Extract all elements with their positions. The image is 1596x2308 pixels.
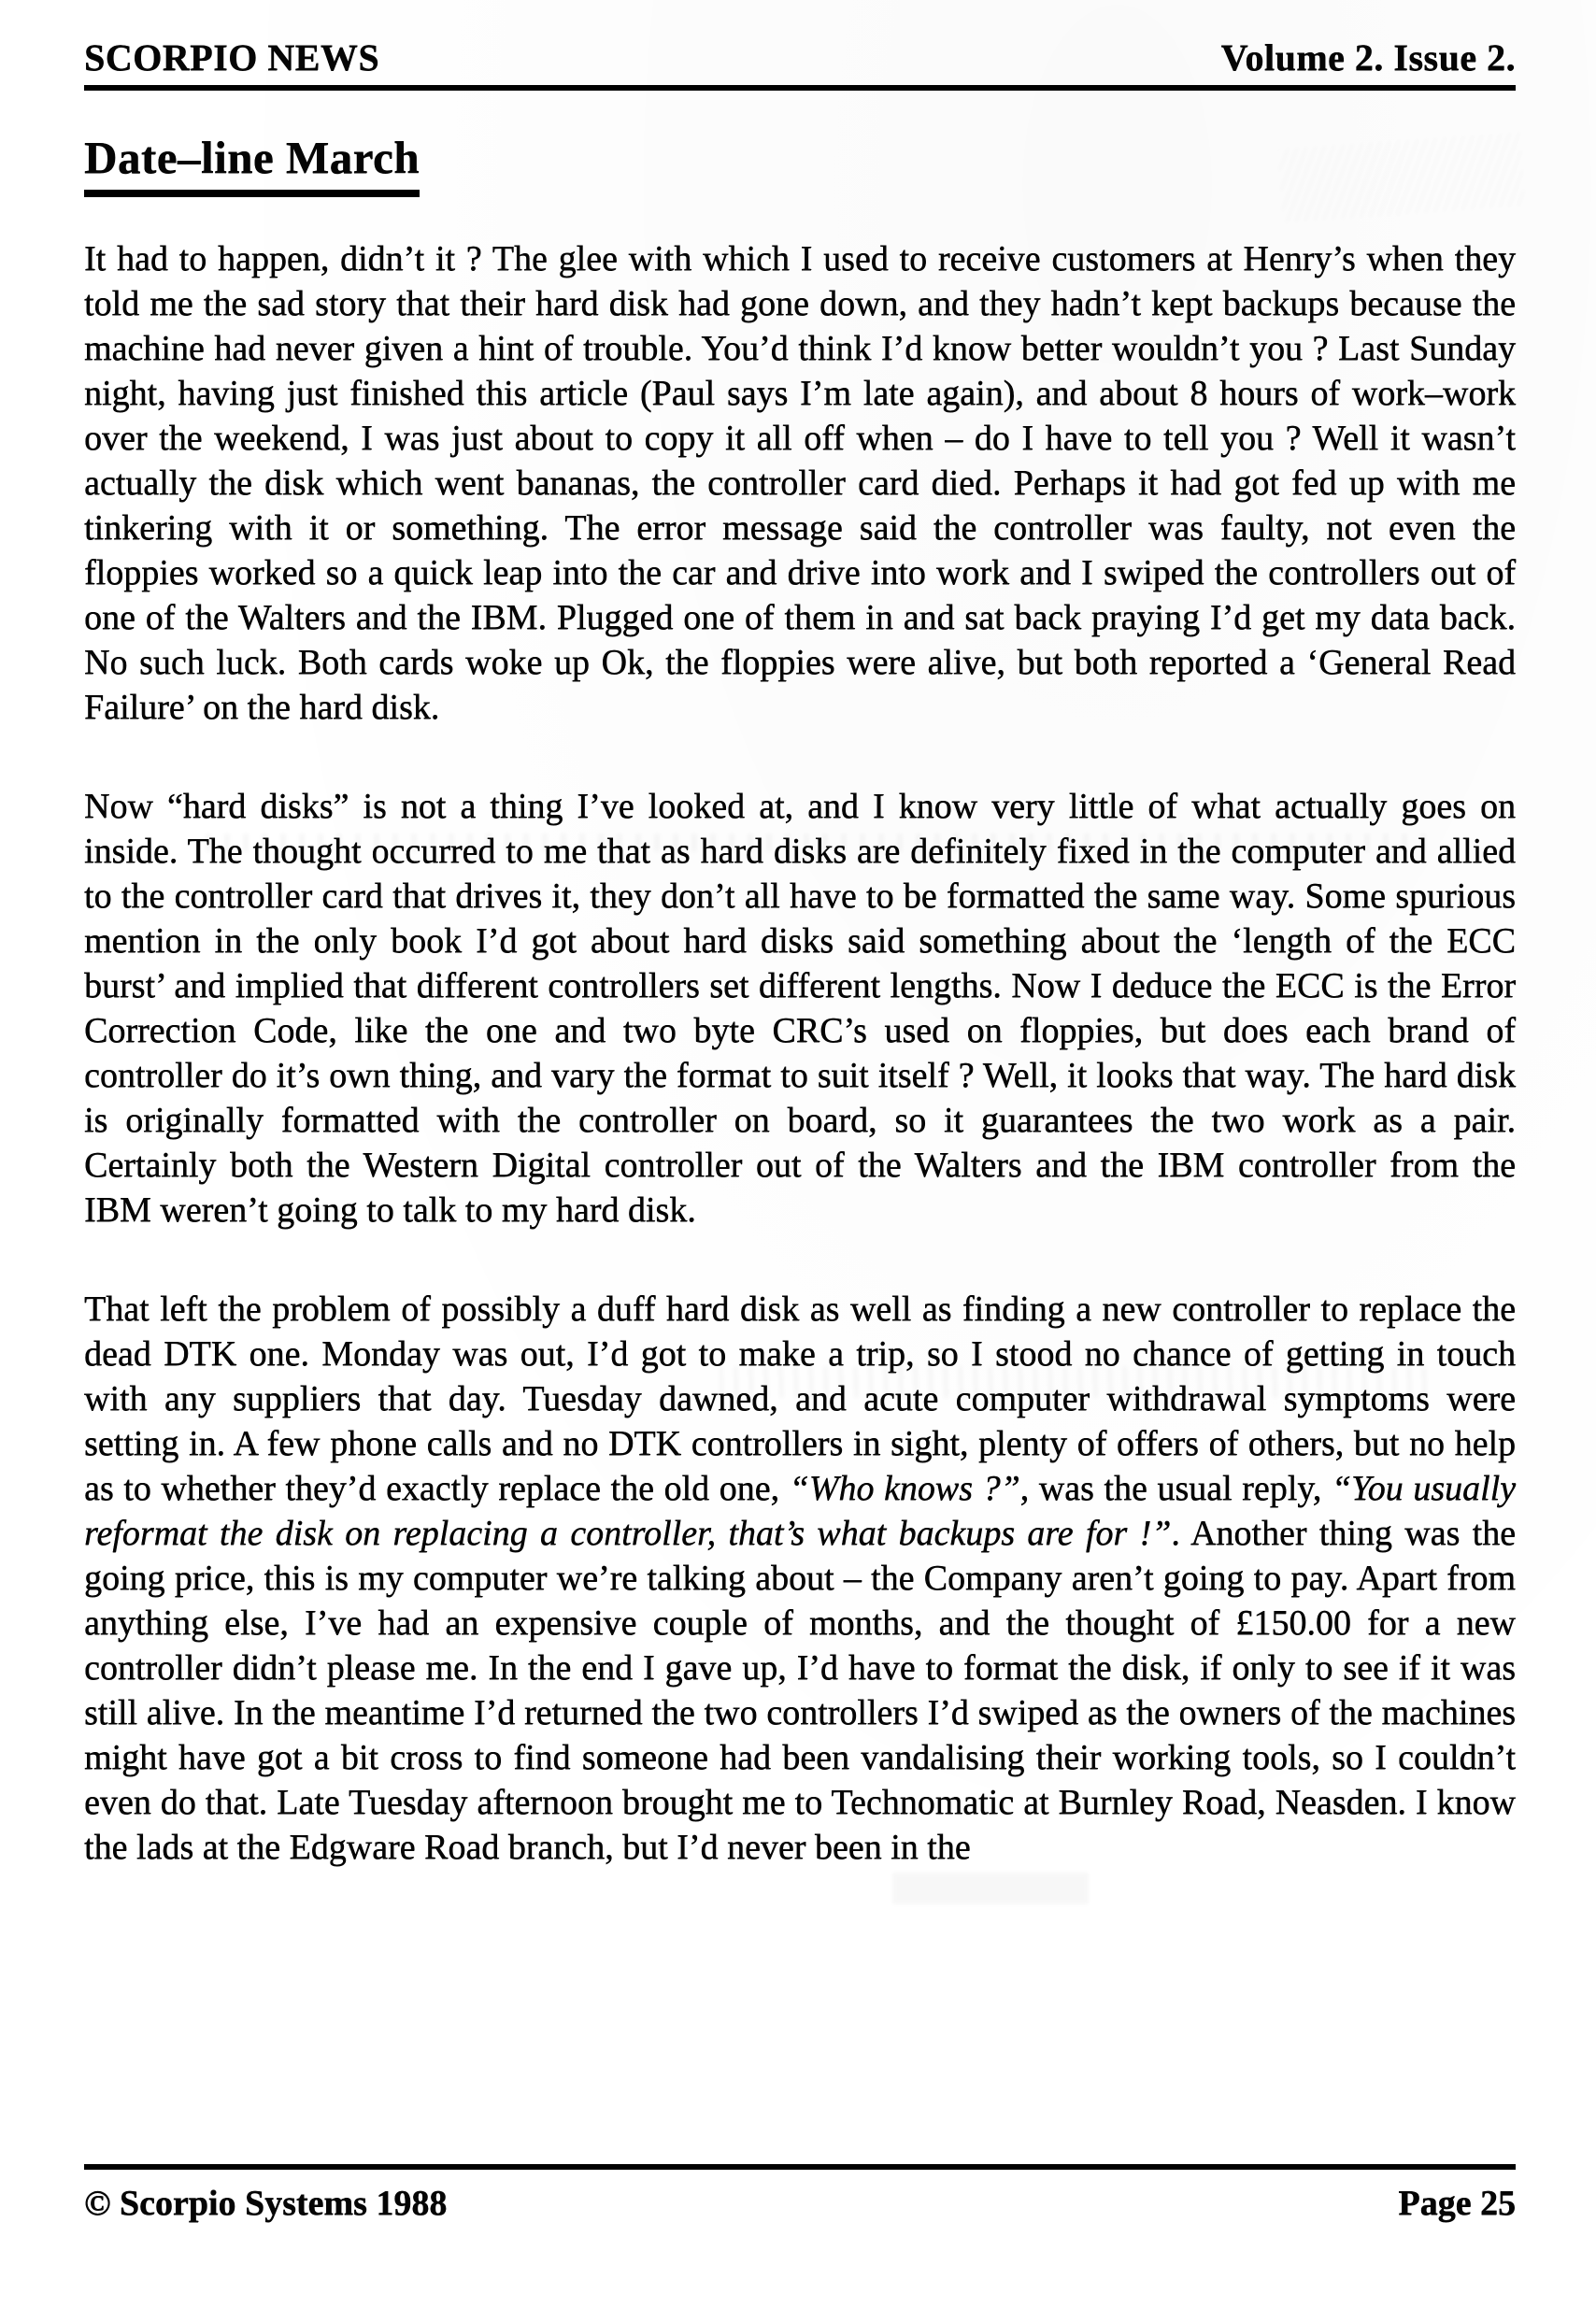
paragraph <box>84 1287 1516 1870</box>
text-segment: It had to happen, didn’t it ? The glee with which I used to receive customers at Henry’s when they told me the sad story that their hard disk had gone down, and they hadn’t kept backups because the machine had never given a hint of trouble. You’d think I’d know better wouldn’t you ? Last Sunday night, having just finished this article (Paul says I’m late again), and about 8 hours of work–work over the weekend, I was just about to copy it all off when – do I have to tell you ? Well it wasn’t actually the disk which went bananas, the controller card died. Perhaps it had got fed up with me tinkering with it or something. The error message said the controller was faulty, not even the floppies worked so a quick leap into the car and drive into work and I swiped the controllers out of one of the Walters and the IBM. Plugged one of them in and sat back praying I’d get my data back. No such luck. Both cards woke up Ok, the floppies were alive, but both reported a ‘General Read Failure’ on the hard disk. <box>84 239 1516 728</box>
header-rule <box>84 85 1516 91</box>
paragraph <box>84 784 1516 1232</box>
text-segment: Now “hard disks” is not a thing I’ve looked at, and I know very little of what actually goes on inside. The thought occurred to me that as hard disks are definitely fixed in the computer and allied to the controller card that drives it, they don’t all have to be formatted the same way. Some spurious mention in the only book I’d got about hard disks said something about the ‘length of the ECC burst’ and implied that different controllers set different lengths. Now I deduce the ECC is the Error Correction Code, like the one and two byte CRC’s used on floppies, but does each brand of controller do it’s own thing, and vary the format to suit itself ? Well, it looks that way. The hard disk is originally formatted with the controller on board, so it guarantees the two work as a pair. Certainly both the Western Digital controller out of the Walters and the IBM controller from the IBM weren’t going to talk to my hard disk. <box>84 787 1516 1231</box>
text-segment: , was the usual reply, <box>1019 1469 1332 1509</box>
paragraph <box>84 236 1516 730</box>
article-body <box>84 236 1516 1870</box>
footer-row <box>84 2183 1516 2224</box>
publication-title: SCORPIO NEWS <box>84 36 380 78</box>
article-title-row <box>84 134 1596 197</box>
italic-quote: “Who knows ?” <box>789 1469 1020 1509</box>
issue-label: Volume 2. Issue 2. <box>1220 36 1516 78</box>
article-title: Date–line March <box>84 134 420 197</box>
page-number: Page 25 <box>1398 2184 1516 2223</box>
footer-rule <box>84 2164 1516 2170</box>
page-header <box>84 37 1516 78</box>
page-footer <box>84 2164 1516 2224</box>
copyright-notice: © Scorpio Systems 1988 <box>84 2184 448 2223</box>
italic-quote: “You usually reformat the disk on replacing a controller, that’s what backups are for !” <box>84 1469 1516 1554</box>
text-segment: . Another thing was the going price, this is my computer we’re talking about – the Company aren’t going to pay. Apart from anything else, I’ve had an expensive couple of months, and the thought of £150.00 for a new controller didn’t please me. In the end I gave up, I’d have to format the disk, if only to see if it was still alive. In the meantime I’d returned the two controllers I’d swiped as the owners of the machines might have got a bit cross to find someone had been vandalising their working tools, so I couldn’t even do that. Late Tuesday afternoon brought me to Technomatic at Burnley Road, Neasden. I know the lads at the Edgware Road branch, but I’d never been in the <box>84 1514 1516 1868</box>
text-segment: That left the problem of possibly a duff hard disk as well as finding a new controller to replace the dead DTK one. Monday was out, I’d got to make a trip, so I stood no chance of getting in touch with any suppliers that day. Tuesday dawned, and acute computer withdrawal symptoms were setting in. A few phone calls and no DTK controllers in sight, plenty of offers of others, but no help as to whether they’d exactly replace the old one, <box>84 1289 1516 1509</box>
scan-artifact <box>892 1873 1089 1904</box>
